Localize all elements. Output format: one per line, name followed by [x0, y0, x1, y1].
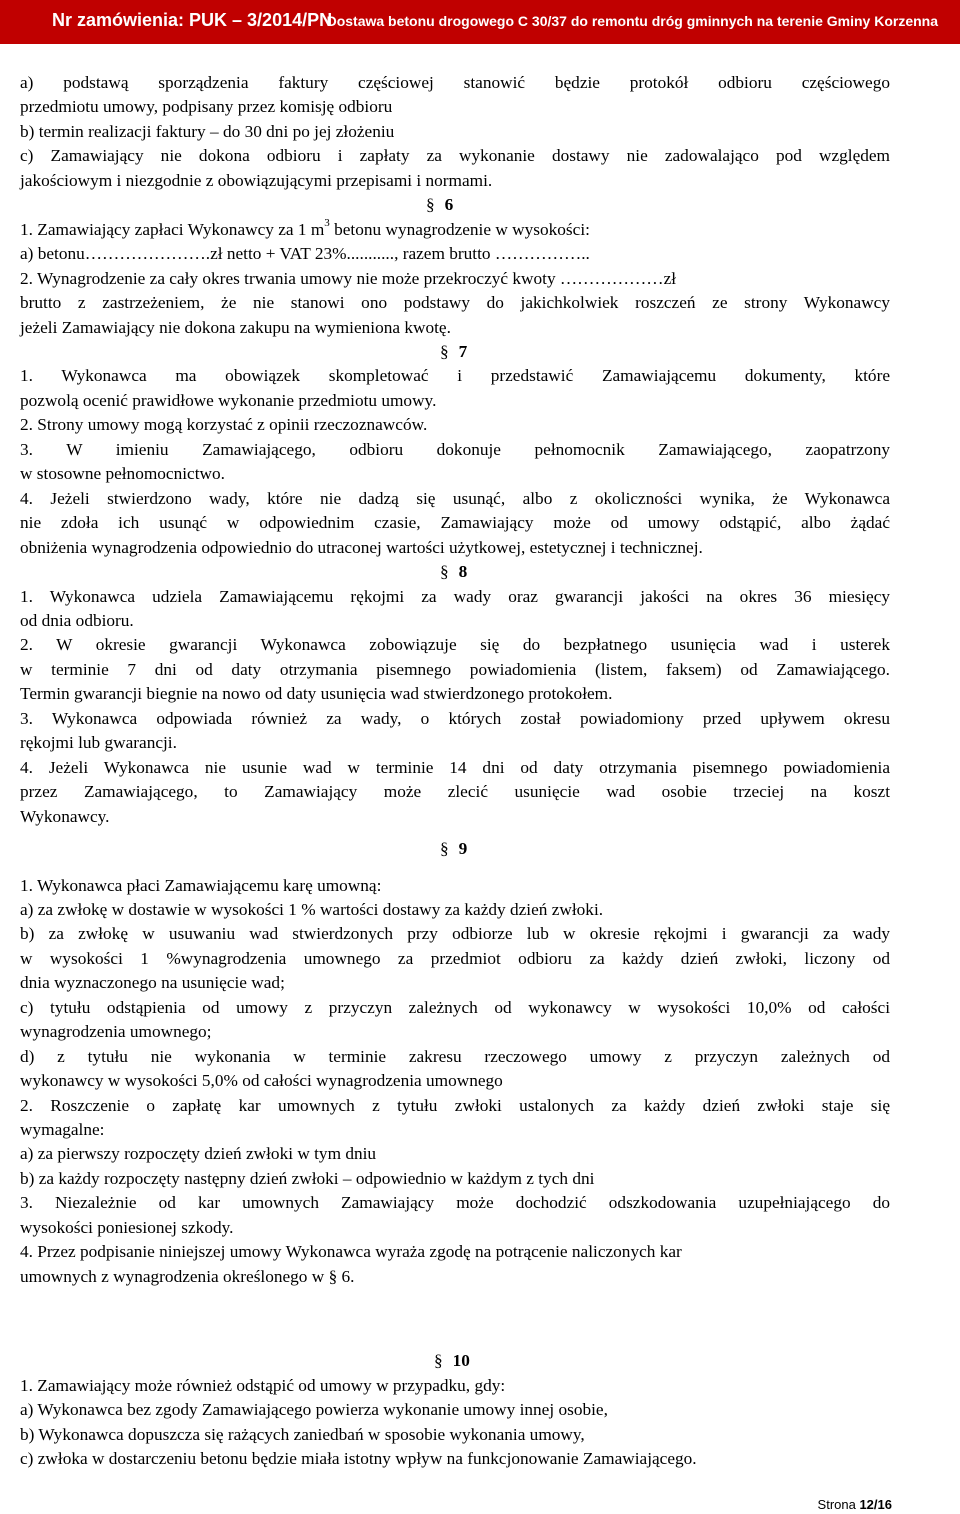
text-line: od dnia odbioru.	[20, 610, 134, 630]
page-number: Strona 12/16	[817, 1497, 892, 1512]
text-line: nie zdoła ich usunąć w odpowiednim czasie, Zamawiający może od umowy odstąpić, albo żądać	[20, 513, 890, 533]
text-line: w wysokości 1 %wynagrodzenia umownego za przedmiot odbioru za każdy dzień zwłoki, liczony od	[20, 948, 890, 968]
text-line: obniżenia wynagrodzenia odpowiednio do utraconej wartości użytkowej, estetycznej i technicznej.	[20, 537, 703, 557]
text-line: a) za zwłokę w dostawie w wysokości 1 % wartości dostawy za każdy dzień zwłoki.	[20, 899, 604, 919]
text-line: w stosowne pełnomocnictwo.	[20, 464, 225, 484]
text-line: w terminie 7 dni od daty otrzymania pisemnego powiadomienia (listem, faksem) od Zamawiającego.	[20, 659, 890, 679]
text-line: 4. Jeżeli stwierdzono wady, które nie dadzą się usunąć, albo z okoliczności wynika, że Wykonawca	[20, 488, 890, 508]
text-line: 3. Wykonawca odpowiada również za wady, o których został powiadomiony przed upływem okresu	[20, 708, 890, 728]
text-line: 1. Wykonawca udziela Zamawiającemu rękojmi za wady oraz gwarancji jakości na okres 36 miesięcy	[20, 586, 890, 606]
text-line: d) z tytułu nie wykonania w terminie zakresu rzeczowego umowy z przyczyn zależnych od	[20, 1046, 890, 1066]
page-header	[0, 0, 960, 44]
text-line: wysokości poniesionej szkody.	[20, 1217, 234, 1237]
text-line: umownych z wynagrodzenia określonego w § 6.	[20, 1266, 355, 1286]
text-line: 2. W okresie gwarancji Wykonawca zobowiązuje się do bezpłatnego usunięcia wad i usterek	[20, 635, 890, 655]
text-line: 2. Wynagrodzenie za cały okres trwania umowy nie może przekroczyć kwoty ………………zł	[20, 268, 677, 288]
text-line: a) za pierwszy rozpoczęty dzień zwłoki w tym dniu	[20, 1144, 377, 1164]
text-line: dnia wyznaczonego na usunięcie wad;	[20, 973, 285, 993]
text-line: a) Wykonawca bez zgody Zamawiającego powierza wykonanie umowy innej osobie,	[20, 1400, 608, 1420]
section-heading-10: § 10	[434, 1351, 470, 1371]
text-line: wykonawcy w wysokości 5,0% od całości wynagrodzenia umownego	[20, 1071, 503, 1091]
text-line: brutto z zastrzeżeniem, że nie stanowi ono podstawy do jakichkolwiek roszczeń ze strony Wykonawcy	[20, 293, 890, 313]
text-line: b) Wykonawca dopuszcza się rażących zaniedbań w sposobie wykonania umowy,	[20, 1424, 585, 1444]
section-heading-8: § 8	[440, 562, 468, 582]
document-subject: Dostawa betonu drogowego C 30/37 do remontu dróg gminnych na terenie Gminy Korzenna	[326, 13, 938, 29]
text-line: b) za każdy rozpoczęty następny dzień zwłoki – odpowiednio w każdym z tych dni	[20, 1168, 595, 1188]
text-line: wymagalne:	[20, 1120, 105, 1140]
text-line: b) za zwłokę w usuwaniu wad stwierdzonych przy odbiorze lub w okresie rękojmi i gwarancji za wady	[20, 924, 890, 944]
text-line: przedmiotu umowy, podpisany przez komisję odbioru	[20, 97, 393, 117]
text-line: 1. Zamawiający zapłaci Wykonawcy za 1 $m^3$ betonu wynagrodzenie w wysokości:	[20, 216, 590, 239]
text-line: 3. W imieniu Zamawiającego, odbioru dokonuje pełnomocnik Zamawiającego, zaopatrzony	[20, 439, 890, 459]
text-line: c) tytułu odstąpienia od umowy z przyczyn zależnych od wykonawcy w wysokości 10,0% od całości	[20, 997, 890, 1017]
text-line: 1. Zamawiający może również odstąpić od umowy w przypadku, gdy:	[20, 1375, 506, 1395]
text-line: jeżeli Zamawiający nie dokona zakupu na wymieniona kwotę.	[20, 317, 451, 337]
document-body	[20, 71, 890, 1471]
text-line: rękojmi lub gwarancji.	[20, 733, 177, 753]
text-line: c) Zamawiający nie dokona odbioru i zapłaty za wykonanie dostawy nie zadowalająco pod względem	[20, 146, 890, 166]
text-line: Wykonawcy.	[20, 806, 110, 826]
text-line: 2. Strony umowy mogą korzystać z opinii rzeczoznawców.	[20, 415, 428, 435]
text-line: 4. Przez podpisanie niniejszej umowy Wykonawca wyraża zgodę na potrącenie naliczonych kar	[20, 1242, 682, 1262]
text-line: jakościowym i niezgodnie z obowiązującymi przepisami i normami.	[20, 170, 493, 190]
text-line: Termin gwarancji biegnie na nowo od daty usunięcia wad stwierdzonego protokołem.	[20, 684, 613, 704]
section-heading-9: § 9	[440, 839, 468, 859]
text-line: 2. Roszczenie o zapłatę kar umownych z tytułu zwłoki ustalonych za każdy dzień zwłoki staje się	[20, 1095, 890, 1115]
text-line: wynagrodzenia umownego;	[20, 1022, 212, 1042]
text-line: 1. Wykonawca płaci Zamawiającemu karę umowną:	[20, 875, 382, 895]
text-line: pozwolą ocenić prawidłowe wykonanie przedmiotu umowy.	[20, 390, 437, 410]
text-line: przez Zamawiającego, to Zamawiający może zlecić usunięcie wad osobie trzeciej na koszt	[20, 782, 890, 802]
text-line: c) zwłoka w dostarczeniu betonu będzie miała istotny wpływ na funkcjonowanie Zamawiającego.	[20, 1449, 697, 1469]
text-line: a) betonu………………….zł netto + VAT 23%..........., razem brutto ……………..	[20, 244, 590, 264]
order-number: Nr zamówienia: PUK – 3/2014/PN	[52, 10, 333, 30]
section-heading-6: § 6	[426, 195, 454, 215]
text-line: b) termin realizacji faktury – do 30 dni po jej złożeniu	[20, 121, 395, 141]
text-line: a) podstawą sporządzenia faktury częściowej stanowić będzie protokół odbioru częściowego	[20, 73, 890, 92]
text-line: 1. Wykonawca ma obowiązek skompletować i przedstawić Zamawiającemu dokumenty, które	[20, 366, 890, 386]
text-line: 4. Jeżeli Wykonawca nie usunie wad w terminie 14 dni od daty otrzymania pisemnego powiadomienia	[20, 757, 890, 777]
section-heading-7: § 7	[440, 341, 468, 361]
text-line: 3. Niezależnie od kar umownych Zamawiający może dochodzić odszkodowania uzupełniającego do	[20, 1193, 890, 1213]
